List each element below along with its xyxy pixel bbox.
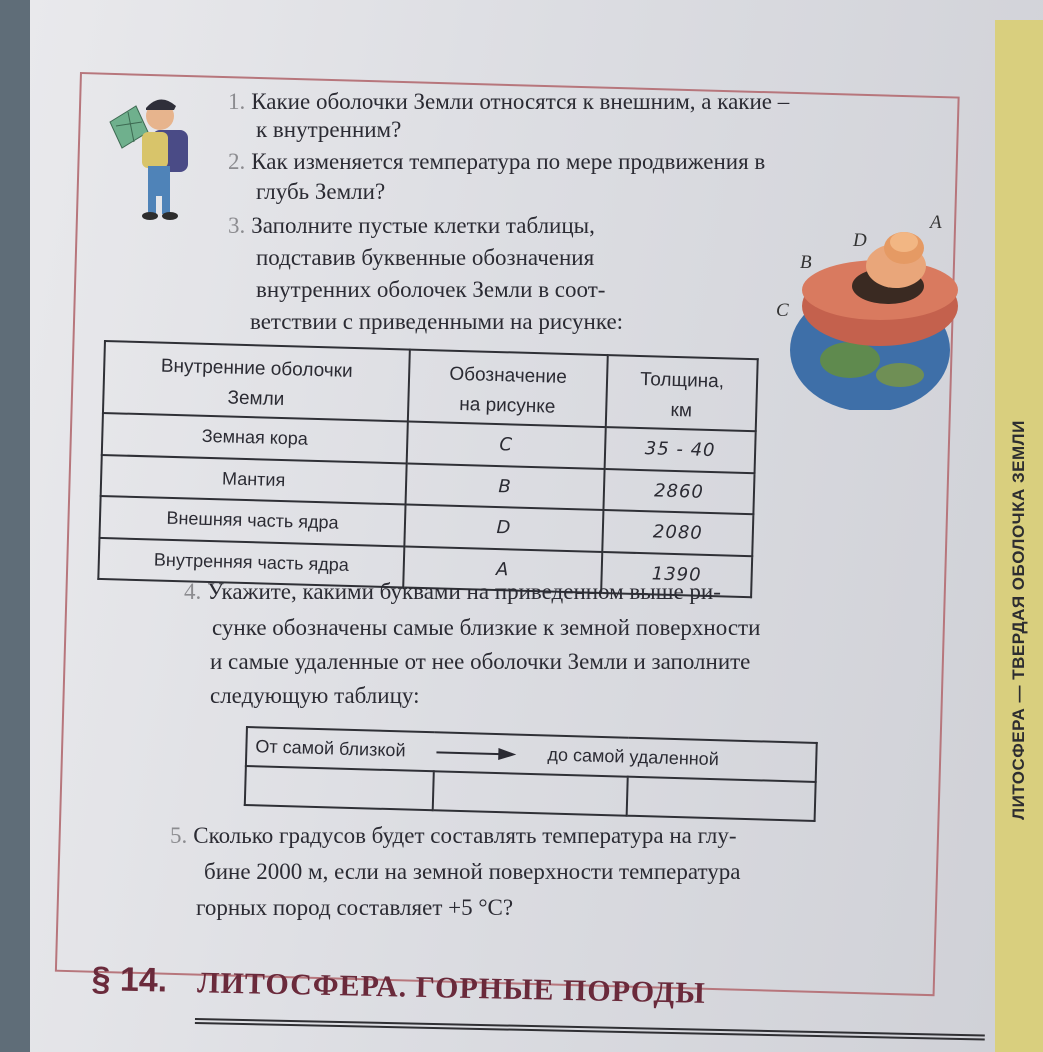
question-4-line1: Укажите, какими буквами на приведенном выше ри- bbox=[207, 579, 721, 604]
header-thickness bbox=[606, 355, 758, 431]
question-4-line4: следующую таблицу: bbox=[210, 683, 420, 708]
question-4-line2: сунке обозначены самые близкие к земной поверхности bbox=[212, 615, 761, 640]
shell-name: Внутренняя часть ядра bbox=[98, 537, 404, 587]
order-cell[interactable] bbox=[433, 771, 628, 815]
figure-label-a: A bbox=[930, 212, 942, 233]
inner-shells-table bbox=[97, 340, 758, 598]
question-3-line1: Заполните пустые клетки таблицы, bbox=[251, 213, 595, 238]
shell-letter-cell[interactable]: D bbox=[404, 504, 603, 551]
question-5-line1: Сколько градусов будет составлять температура на глу- bbox=[193, 823, 737, 848]
order-table bbox=[244, 726, 818, 822]
question-1-line1: Какие оболочки Земли относятся к внешним, а какие – bbox=[251, 89, 790, 114]
question-1 bbox=[228, 88, 789, 116]
question-4 bbox=[184, 578, 721, 606]
side-running-title: ЛИТОСФЕРА — ТВЕРДАЯ ОБОЛОЧКА ЗЕМЛИ bbox=[1009, 420, 1028, 820]
header-thickness-line1: Толщина, bbox=[639, 368, 725, 393]
question-3 bbox=[228, 212, 595, 240]
question-1-number: 1. bbox=[228, 89, 246, 114]
shell-letter-cell[interactable]: C bbox=[407, 422, 606, 469]
to-farthest-label: до самой удаленной bbox=[547, 744, 720, 770]
shell-letter-cell[interactable]: A bbox=[403, 546, 602, 593]
header-shells-line2: Земли bbox=[227, 387, 285, 411]
figure-label-d: D bbox=[853, 230, 867, 251]
shell-letter-cell[interactable]: B bbox=[406, 463, 605, 510]
shell-thickness-cell[interactable]: 1390 bbox=[601, 551, 752, 597]
header-thickness-line2: км bbox=[670, 399, 693, 422]
figure-label-b: B bbox=[800, 252, 812, 273]
from-closest-label: От самой близкой bbox=[255, 736, 406, 761]
question-3-line3: внутренних оболочек Земли в соот- bbox=[256, 277, 606, 302]
header-designation-line2: на рисунке bbox=[458, 393, 556, 418]
header-shells bbox=[103, 341, 410, 421]
section-number: § 14. bbox=[91, 960, 168, 1000]
question-2-line1: Как изменяется температура по мере продвижения в bbox=[251, 149, 766, 174]
question-4-line3: и самые удаленные от нее оболочки Земли и заполните bbox=[210, 649, 751, 674]
question-3-line4: ветствии с приведенными на рисунке: bbox=[250, 309, 624, 334]
question-5-line2: бине 2000 м, если на земной поверхности температура bbox=[204, 859, 741, 884]
question-2-number: 2. bbox=[228, 149, 246, 174]
shell-thickness-cell[interactable]: 2080 bbox=[602, 510, 753, 556]
question-5-line3: горных пород составляет +5 °С? bbox=[196, 895, 514, 920]
earth-layers-illustration bbox=[770, 210, 970, 410]
question-4-number: 4. bbox=[184, 579, 202, 604]
question-1-line2: к внутренним? bbox=[256, 117, 402, 142]
section-title: ЛИТОСФЕРА. ГОРНЫЕ ПОРОДЫ bbox=[196, 966, 707, 1010]
question-2 bbox=[228, 148, 765, 176]
order-cell[interactable] bbox=[245, 766, 434, 810]
shell-name: Мантия bbox=[101, 454, 407, 504]
figure-label-c: C bbox=[776, 300, 789, 321]
question-3-line2: подставив буквенные обозначения bbox=[256, 245, 595, 270]
question-5 bbox=[170, 822, 737, 850]
header-designation bbox=[408, 350, 608, 428]
shell-thickness-cell[interactable]: 2860 bbox=[603, 469, 754, 515]
boy-with-map-illustration bbox=[108, 92, 208, 224]
arrow-right-icon bbox=[436, 746, 516, 762]
header-shells-line1: Внутренние оболочки bbox=[160, 355, 353, 382]
question-2-line2: глубь Земли? bbox=[256, 179, 386, 204]
question-5-number: 5. bbox=[170, 823, 188, 848]
order-cell[interactable] bbox=[627, 777, 816, 821]
header-designation-line1: Обозначение bbox=[449, 363, 568, 388]
shell-name: Земная кора bbox=[102, 413, 408, 463]
shell-name: Внешняя часть ядра bbox=[99, 496, 405, 546]
question-3-number: 3. bbox=[228, 213, 246, 238]
shell-thickness-cell[interactable]: 35 - 40 bbox=[605, 427, 756, 473]
